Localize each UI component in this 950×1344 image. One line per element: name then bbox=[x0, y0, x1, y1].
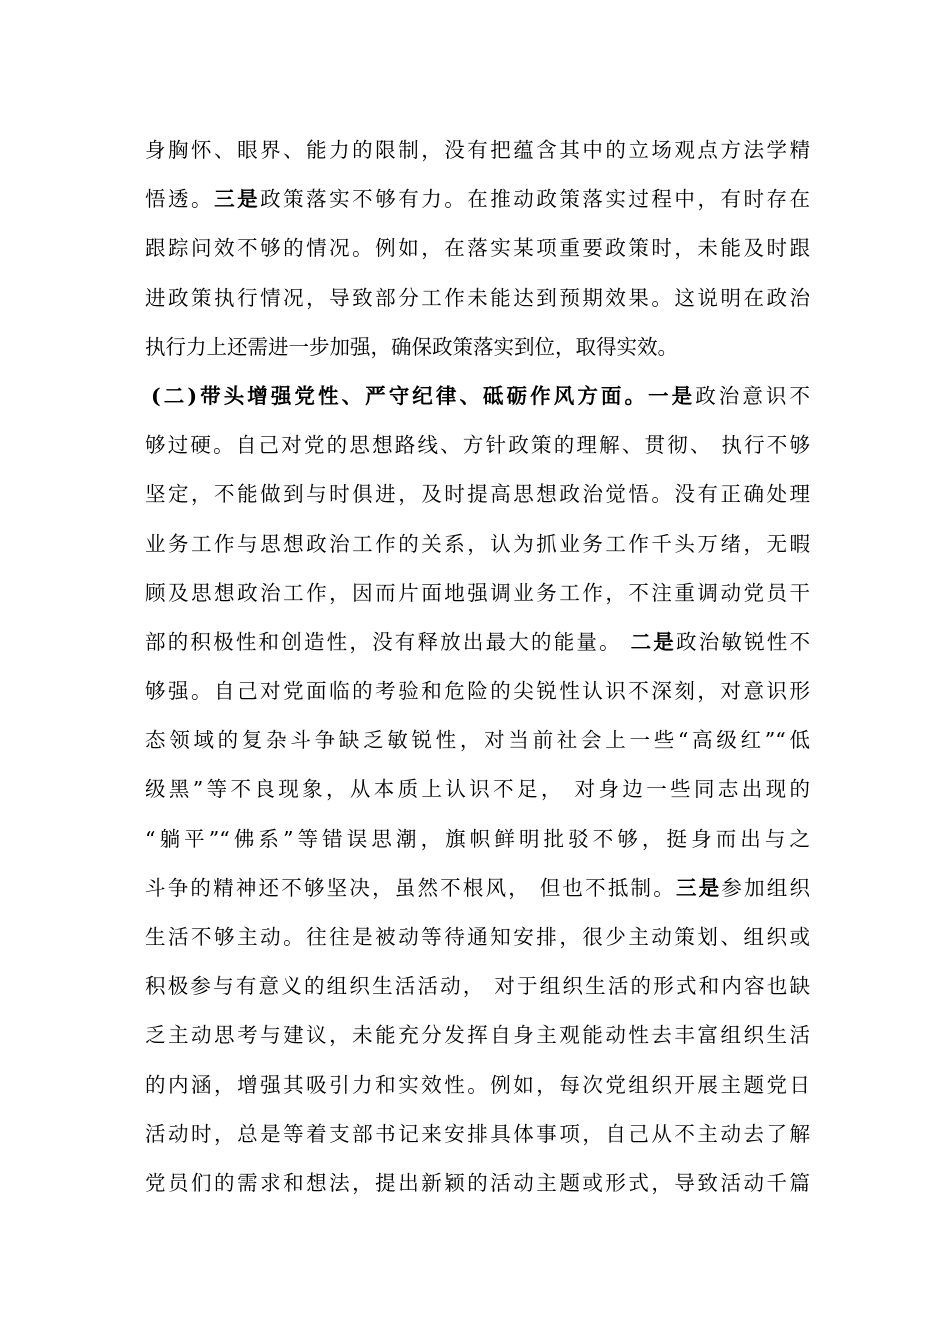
text-line: 级黑”等不良现象，从本质上认识不足， 对身边一些同志出现的 bbox=[145, 777, 810, 802]
text-line: 执行力上还需进一步加强，确保政策落实到位，取得实效。 bbox=[145, 334, 678, 359]
text-line: 生活不够主动。往往是被动等待通知安排，很少主动策划、组织或 bbox=[145, 925, 810, 949]
text-line bbox=[145, 175, 810, 224]
text-line bbox=[145, 864, 810, 913]
text-span: 政治敏锐性不 bbox=[675, 629, 810, 654]
text-line: 顾及思想政治工作，因而片面地强调业务工作，不注重调动党员干 bbox=[145, 580, 810, 605]
body-text bbox=[145, 126, 810, 1208]
text-line: “躺平”“佛系”等错误思潮，旗帜鲜明批驳不够，挺身而出与之 bbox=[145, 826, 810, 851]
bold-text: 一是 bbox=[648, 383, 696, 408]
text-line bbox=[145, 372, 810, 421]
text-span: 悟透。 bbox=[145, 187, 215, 212]
text-span: 政策落实不够有力。在推动政策落实过程中，有时存在 bbox=[260, 187, 810, 212]
text-span: 参加组织 bbox=[721, 875, 810, 900]
text-line: 够强。自己对党面临的考验和危险的尖锐性认识不深刻，对意识形 bbox=[145, 679, 810, 704]
text-line: 坚定，不能做到与时俱进，及时提高思想政治觉悟。没有正确处理 bbox=[145, 482, 810, 507]
bold-text: (二)带头增强党性、严守纪律、砥砺作风方面。 bbox=[151, 383, 649, 408]
text-line: 积极参与有意义的组织生活活动， 对于组织生活的形式和内容也缺 bbox=[145, 974, 810, 999]
text-line: 的内涵，增强其吸引力和实效性。例如，每次党组织开展主题党日 bbox=[145, 1072, 810, 1097]
text-line: 跟踪问效不够的情况。例如，在落实某项重要政策时，未能及时跟 bbox=[145, 236, 810, 261]
text-line: 活动时，总是等着支部书记来安排具体事项，自己从不主动去了解 bbox=[145, 1121, 810, 1146]
bold-text: 二是 bbox=[630, 629, 676, 654]
text-line bbox=[145, 618, 810, 667]
bold-text: 三是 bbox=[214, 187, 261, 212]
text-line: 身胸怀、眼界、能力的限制，没有把蕴含其中的立场观点方法学精 bbox=[145, 138, 810, 162]
text-line: 党员们的需求和想法，提出新颖的活动主题或形式，导致活动千篇 bbox=[145, 1170, 810, 1195]
text-span: 斗争的精神还不够坚决，虽然不根风， 但也不抵制。 bbox=[145, 875, 676, 900]
text-line: 业务工作与思想政治工作的关系，认为抓业务工作千头万绪，无暇 bbox=[145, 531, 810, 556]
text-line: 乏主动思考与建议，未能充分发挥自身主观能动性去丰富组织生活 bbox=[145, 1023, 810, 1048]
text-line: 进政策执行情况，导致部分工作未能达到预期效果。这说明在政治 bbox=[145, 285, 810, 310]
text-line: 态领域的复杂斗争缺乏敏锐性，对当前社会上一些“高级红”“低 bbox=[145, 728, 810, 753]
bold-text: 三是 bbox=[675, 875, 722, 900]
text-span: 部的积极性和创造性，没有释放出最大的能量。 bbox=[145, 629, 631, 654]
text-span: 政治意识不 bbox=[695, 383, 810, 408]
text-line: 够过硬。自己对党的思想路线、方针政策的理解、贯彻、 执行不够 bbox=[145, 433, 810, 458]
